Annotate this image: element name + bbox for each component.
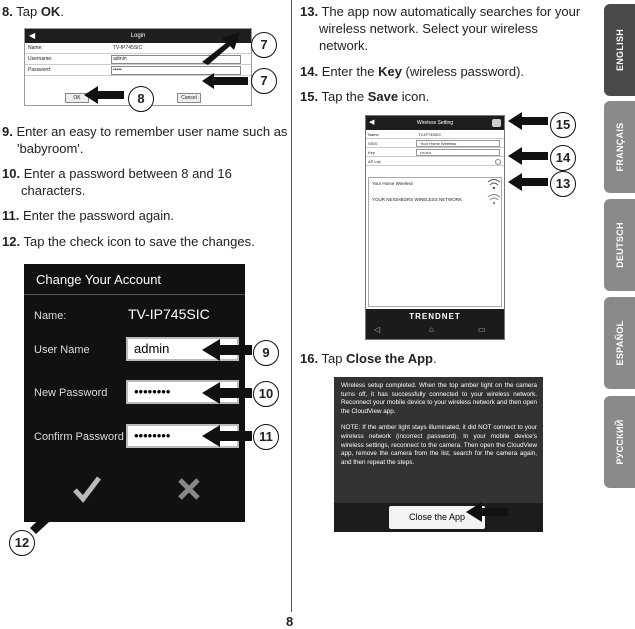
step-number: 12. (2, 234, 21, 249)
name-label: Name: (28, 45, 43, 51)
wireless-setting-screenshot (365, 115, 505, 340)
page-number: 8 (286, 614, 294, 629)
step-13-cont: wireless network. Select your wireless (319, 21, 538, 36)
network-item[interactable]: Your Home Wireless (372, 181, 413, 186)
setup-note-text: NOTE: If the amber light stays illuminated, it did NOT connect to your wireless network (incorrect password). In your mobile device's wireless settings, reconnect to the camera. Then open the CloudView app, remove the camera from the list, search for the camera again, and then repeat the steps. (341, 424, 537, 466)
tab-label: DEUTSCH (614, 222, 625, 268)
tab-deutsch[interactable] (604, 199, 635, 291)
network-item[interactable]: YOUR NEIGHBORS WIRELESS NETWORK (372, 197, 463, 202)
callout-13: 13 (550, 171, 576, 197)
tab-label: ESPAÑOL (614, 320, 625, 366)
tab-label: FRANÇAIS (614, 122, 625, 172)
wifi-name-row (366, 130, 504, 139)
back-icon[interactable]: ◁ (374, 325, 381, 334)
home-icon[interactable]: ⌂ (429, 325, 434, 334)
account-title: Change Your Account (36, 272, 162, 287)
name-value: TV-IP745SIC (418, 132, 442, 137)
step-13-cont: network. (319, 38, 369, 53)
wifi-aplist-row (366, 157, 504, 166)
arrow-icon (506, 111, 550, 131)
step-number: 16. (300, 351, 319, 366)
confirm-password-input[interactable]: •••••••• (126, 424, 239, 448)
brand-logo: TRENDNET (409, 312, 461, 321)
wifi-ssid-row (366, 139, 504, 148)
step-text: The app now automatically searches for your (321, 4, 581, 19)
setup-message (341, 382, 537, 467)
close-app-screenshot (334, 377, 543, 532)
step-number: 15. (300, 89, 319, 104)
tab-russian[interactable] (604, 396, 635, 488)
ok-button[interactable]: OK (65, 93, 89, 103)
arrow-icon (200, 381, 254, 405)
step-16 (300, 350, 437, 367)
arrow-icon (200, 424, 254, 448)
column-divider (291, 0, 292, 612)
name-value: TV-IP745SIC (113, 45, 143, 51)
step-text: Enter the password again. (22, 208, 175, 223)
back-arrow-icon: ◀ (29, 31, 36, 40)
button-bar (334, 503, 543, 532)
wifi-title-bar (366, 116, 504, 130)
key-value: •••••••• (420, 150, 432, 155)
step-text: . (60, 4, 64, 19)
username-value: admin (113, 56, 127, 62)
callout-7: 7 (251, 68, 277, 94)
step-12 (2, 233, 255, 250)
tab-english[interactable] (604, 4, 635, 96)
ssid-label: SSID (368, 141, 378, 146)
name-label: Name: (34, 310, 67, 322)
check-icon[interactable] (72, 474, 102, 504)
step-text: Enter an easy to remember user name such as (16, 124, 288, 139)
name-value: TV-IP745SIC (128, 306, 210, 322)
recent-apps-icon[interactable]: ▭ (478, 325, 486, 334)
name-label: Name (368, 132, 379, 137)
step-9 (2, 123, 287, 140)
username-label: Username: (28, 56, 53, 62)
tab-label: РУССКИЙ (614, 419, 625, 465)
tab-label: ENGLISH (614, 28, 625, 72)
step-text: (wireless password). (401, 64, 525, 79)
step-8 (2, 3, 64, 20)
step-number: 11. (2, 208, 20, 223)
refresh-icon[interactable] (495, 159, 501, 165)
cancel-x-icon[interactable] (176, 476, 202, 502)
tab-francais[interactable] (604, 101, 635, 193)
wifi-title: Wireless Setting (416, 120, 454, 126)
back-arrow-icon: ◀ (369, 119, 375, 126)
login-title: Login (130, 33, 146, 39)
callout-9: 9 (253, 340, 279, 366)
setup-complete-text: Wireless setup completed. When the top amber light on the camera turns off, it has successfully connected to your wireless network. Reconnect your mobile device to your wireless network and then open the CloudView app. (341, 382, 537, 415)
step-text: . (432, 351, 437, 366)
step-text: Enter the (321, 64, 379, 79)
arrow-icon (464, 501, 510, 523)
step-14 (300, 63, 524, 80)
arrow-icon (506, 146, 550, 166)
arrow-icon (200, 338, 254, 362)
step-number: 13. (300, 4, 319, 19)
arrow-icon (200, 72, 250, 90)
callout-10: 10 (253, 381, 279, 407)
step-number: 14. (300, 64, 319, 79)
save-icon[interactable] (492, 119, 501, 127)
callout-11: 11 (253, 424, 279, 450)
ssid-value: Your Home Wireless (420, 141, 457, 146)
wifi-key-row (366, 148, 504, 157)
step-number: 10. (2, 166, 21, 181)
step-10-cont: characters. (21, 183, 86, 198)
wifi-footer (366, 309, 504, 339)
password-value: ••••• (113, 67, 122, 73)
step-9-cont: 'babyroom'. (17, 141, 84, 156)
new-password-input[interactable]: •••••••• (126, 380, 239, 404)
step-keyword: Key (378, 64, 402, 79)
aplist-label: AP List (368, 159, 381, 164)
callout-15: 15 (550, 112, 576, 138)
divider (24, 294, 245, 295)
wifi-signal-icon (487, 178, 501, 190)
arrow-icon (200, 30, 250, 66)
step-13 (300, 3, 580, 20)
close-app-button[interactable]: Close the App (389, 506, 485, 529)
step-text: Tap the (321, 89, 368, 104)
step-keyword: Save (367, 89, 399, 104)
step-15 (300, 88, 429, 105)
password-label: Password: (28, 67, 52, 73)
step-keyword: Close the App (346, 351, 433, 366)
step-text: icon. (398, 89, 430, 104)
cancel-button[interactable]: Cancel (177, 93, 201, 103)
callout-12: 12 (9, 530, 35, 556)
callout-8: 8 (128, 86, 154, 112)
step-number: 8. (2, 4, 13, 19)
step-text: Tap (16, 4, 41, 19)
callout-14: 14 (550, 145, 576, 171)
arrow-icon (82, 85, 126, 105)
step-text: Tap the check icon to save the changes. (23, 234, 255, 249)
arrow-icon (506, 172, 550, 192)
new-password-label: New Password (34, 387, 108, 399)
username-label: User Name (34, 344, 90, 356)
step-text: Enter a password between 8 and 16 (23, 166, 232, 181)
username-input[interactable]: admin (126, 337, 239, 361)
callout-7: 7 (251, 32, 277, 58)
step-10 (2, 165, 232, 182)
ap-list (368, 177, 502, 307)
confirm-password-label: Confirm Password (34, 431, 124, 443)
arrow-icon (28, 492, 76, 536)
key-label: Key (368, 150, 375, 155)
step-keyword: OK (40, 4, 61, 19)
step-text: Tap (321, 351, 347, 366)
step-11 (2, 207, 174, 224)
step-number: 9. (2, 124, 13, 139)
wifi-signal-icon (487, 193, 501, 205)
tab-espanol[interactable] (604, 297, 635, 389)
